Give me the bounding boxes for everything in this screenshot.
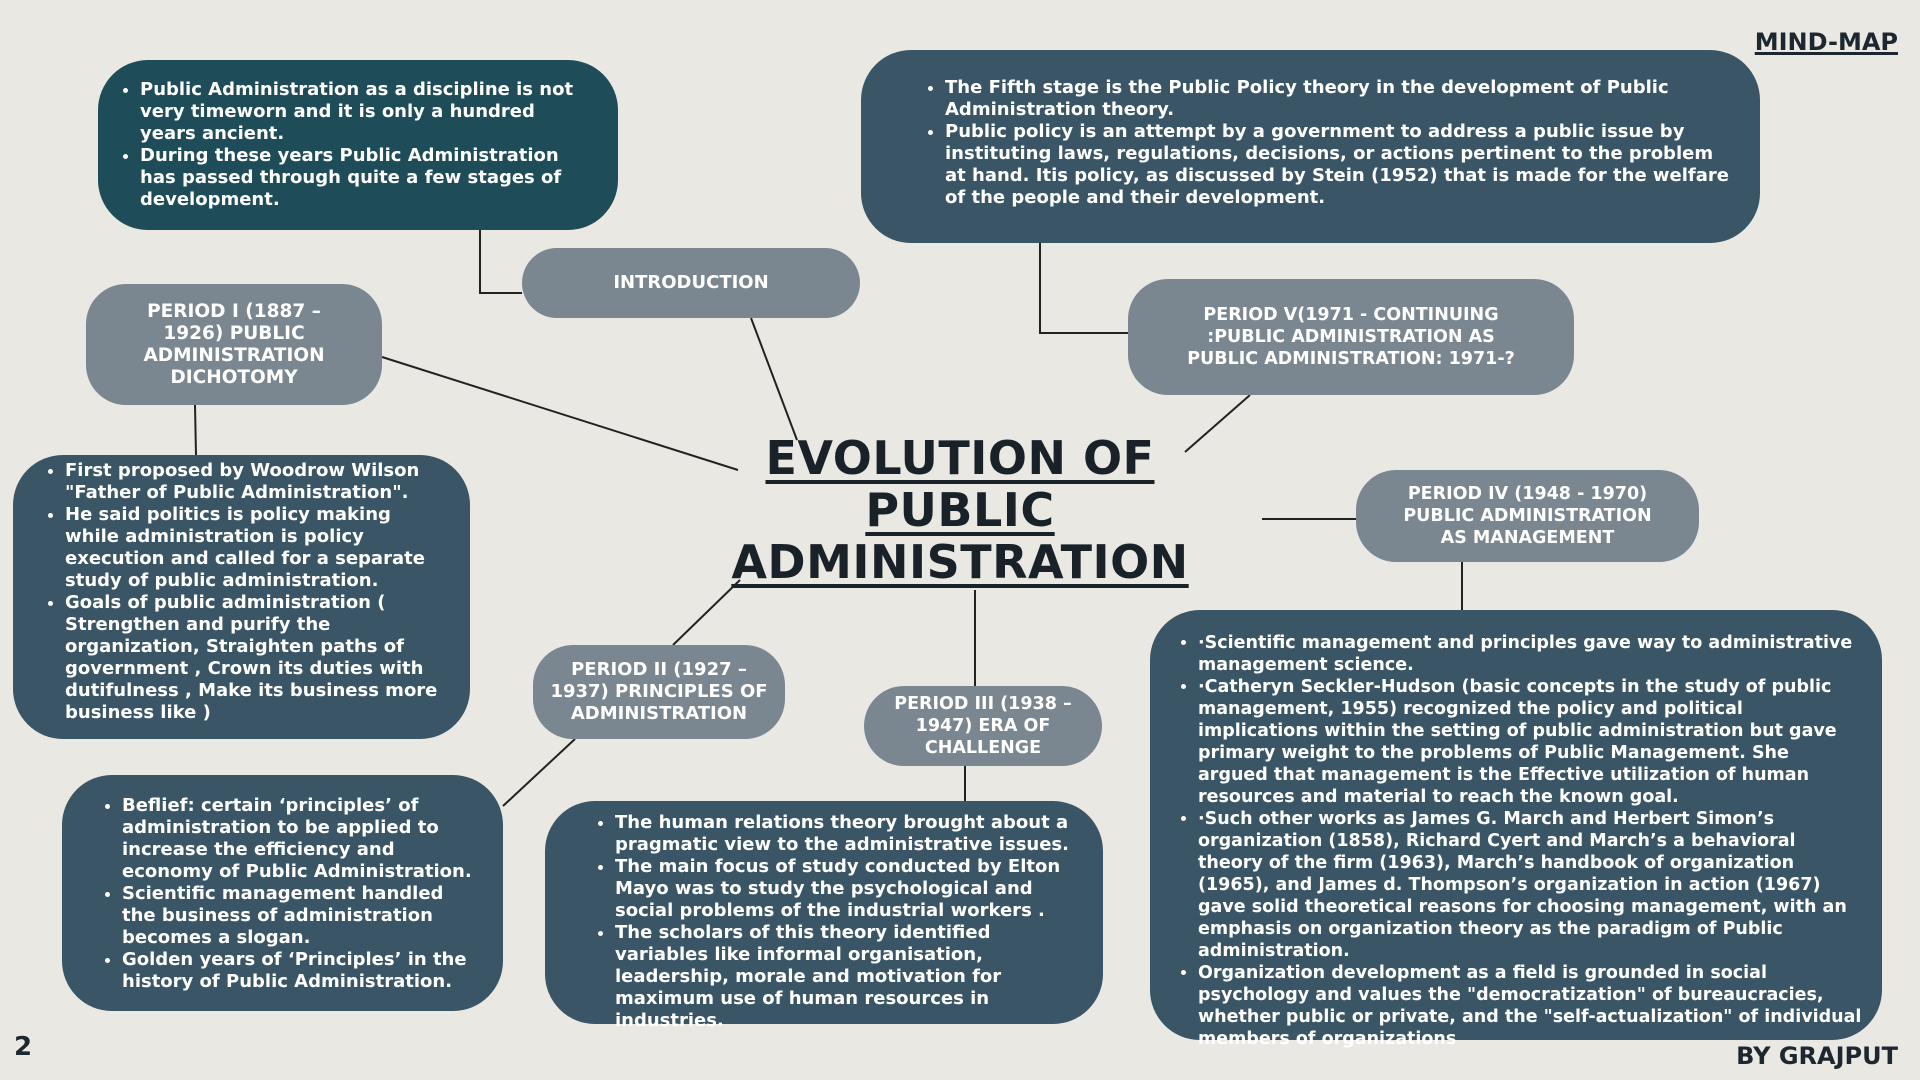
list-item: • First proposed by Woodrow Wilson "Father of Public Administration". (65, 460, 450, 504)
list-item: • Organization development as a field is grounded in social psychology and values the "democratization" of bureaucracies, whether public or private, and the "self-actualization" of individual members of organizations (1198, 962, 1862, 1050)
list-item: • The Fifth stage is the Public Policy theory in the development of Public Administration theory. (945, 77, 1730, 121)
period5-label: PERIOD V(1971 - CONTINUING :PUBLIC ADMINISTRATION AS PUBLIC ADMINISTRATION: 1971-? (1128, 279, 1574, 395)
period1-points (37, 460, 450, 724)
list-item: • Golden years of ‘Principles’ in the history of Public Administration. (122, 949, 483, 993)
period3-points (587, 812, 1083, 1032)
connector-intro-box (480, 230, 522, 293)
list-item: • Beflief: certain ‘principles’ of administration to be applied to increase the efficiency and economy of Public Administration. (122, 795, 483, 883)
list-item: • ·Scientific management and principles gave way to administrative management science. (1198, 632, 1862, 676)
connector-intro-center (751, 318, 797, 440)
connector-period2-box (503, 739, 575, 806)
period1-label: PERIOD I (1887 – 1926) PUBLIC ADMINISTRATION DICHOTOMY (86, 284, 382, 405)
introduction-detail-box (98, 60, 618, 230)
list-item: • Public policy is an attempt by a government to address a public issue by instituting laws, regulations, decisions, or actions pertinent to the problem at hand. Itis policy, as discussed by Stein (1952) that is made for the welfare of the people and their development. (945, 121, 1730, 209)
connector-period2-center (673, 580, 740, 645)
period2-points (94, 795, 483, 993)
period3-detail-box (545, 801, 1103, 1031)
author-credit: BY GRAJPUT (1736, 1042, 1898, 1070)
list-item: • During these years Public Administration has passed through quite a few stages of development. (140, 145, 594, 211)
list-item: • Public Administration as a discipline is not very timeworn and it is only a hundred years ancient. (140, 79, 594, 145)
list-item: • ·Such other works as James G. March and Herbert Simon’s organization (1858), Richard Cyert and March’s a behavioral theory of the firm (1963), March’s handbook of organization (1965), and James d. Thompson’s organization in action (1967) gave solid theoretical reasons for choosing management, with an emphasis on organization theory as the paradigm of Public administration. (1198, 808, 1862, 962)
list-item: • He said politics is policy making while administration is policy execution and called for a separate study of public administration. (65, 504, 450, 592)
center-title: EVOLUTION OF PUBLIC ADMINISTRATION (731, 431, 1189, 589)
period2-label: PERIOD II (1927 – 1937) PRINCIPLES OF ADMINISTRATION (533, 645, 785, 739)
list-item: • ·Catheryn Seckler-Hudson (basic concepts in the study of public management, 1955) recognized the policy and political implications within the setting of public administration but gave primary weight to the problems of Public Management. She argued that management is the Effective utilization of human resources and material to reach the known goal. (1198, 676, 1862, 808)
page-number: 2 (14, 1032, 33, 1062)
period4-label: PERIOD IV (1948 - 1970) PUBLIC ADMINISTRATION AS MANAGEMENT (1356, 470, 1699, 562)
list-item: • The main focus of study conducted by Elton Mayo was to study the psychological and social problems of the industrial workers . (615, 856, 1083, 922)
period5-points (917, 77, 1730, 209)
period2-detail-box (62, 775, 503, 1011)
list-item: • The human relations theory brought about a pragmatic view to the administrative issues. (615, 812, 1083, 856)
period3-label: PERIOD III (1938 – 1947) ERA OF CHALLENGE (864, 686, 1102, 766)
list-item: • The scholars of this theory identified variables like informal organisation, leadership, morale and motivation for maximum use of human resources in industries. (615, 922, 1083, 1032)
list-item: • Goals of public administration ( Strengthen and purify the organization, Straighten paths of government , Crown its duties with dutifulness , Make its business more business like ) (65, 592, 450, 724)
connector-period5-box (1040, 243, 1128, 333)
mind-map-label: MIND-MAP (1754, 28, 1898, 56)
period4-points (1170, 632, 1862, 1050)
period1-detail-box (13, 455, 470, 739)
connector-period1-box (195, 405, 196, 455)
connector-period1-center (382, 357, 738, 470)
introduction-points (112, 79, 594, 211)
introduction-label: INTRODUCTION (522, 248, 860, 318)
list-item: • Scientific management handled the business of administration becomes a slogan. (122, 883, 483, 949)
period5-detail-box (861, 50, 1760, 243)
period4-detail-box (1150, 610, 1882, 1049)
